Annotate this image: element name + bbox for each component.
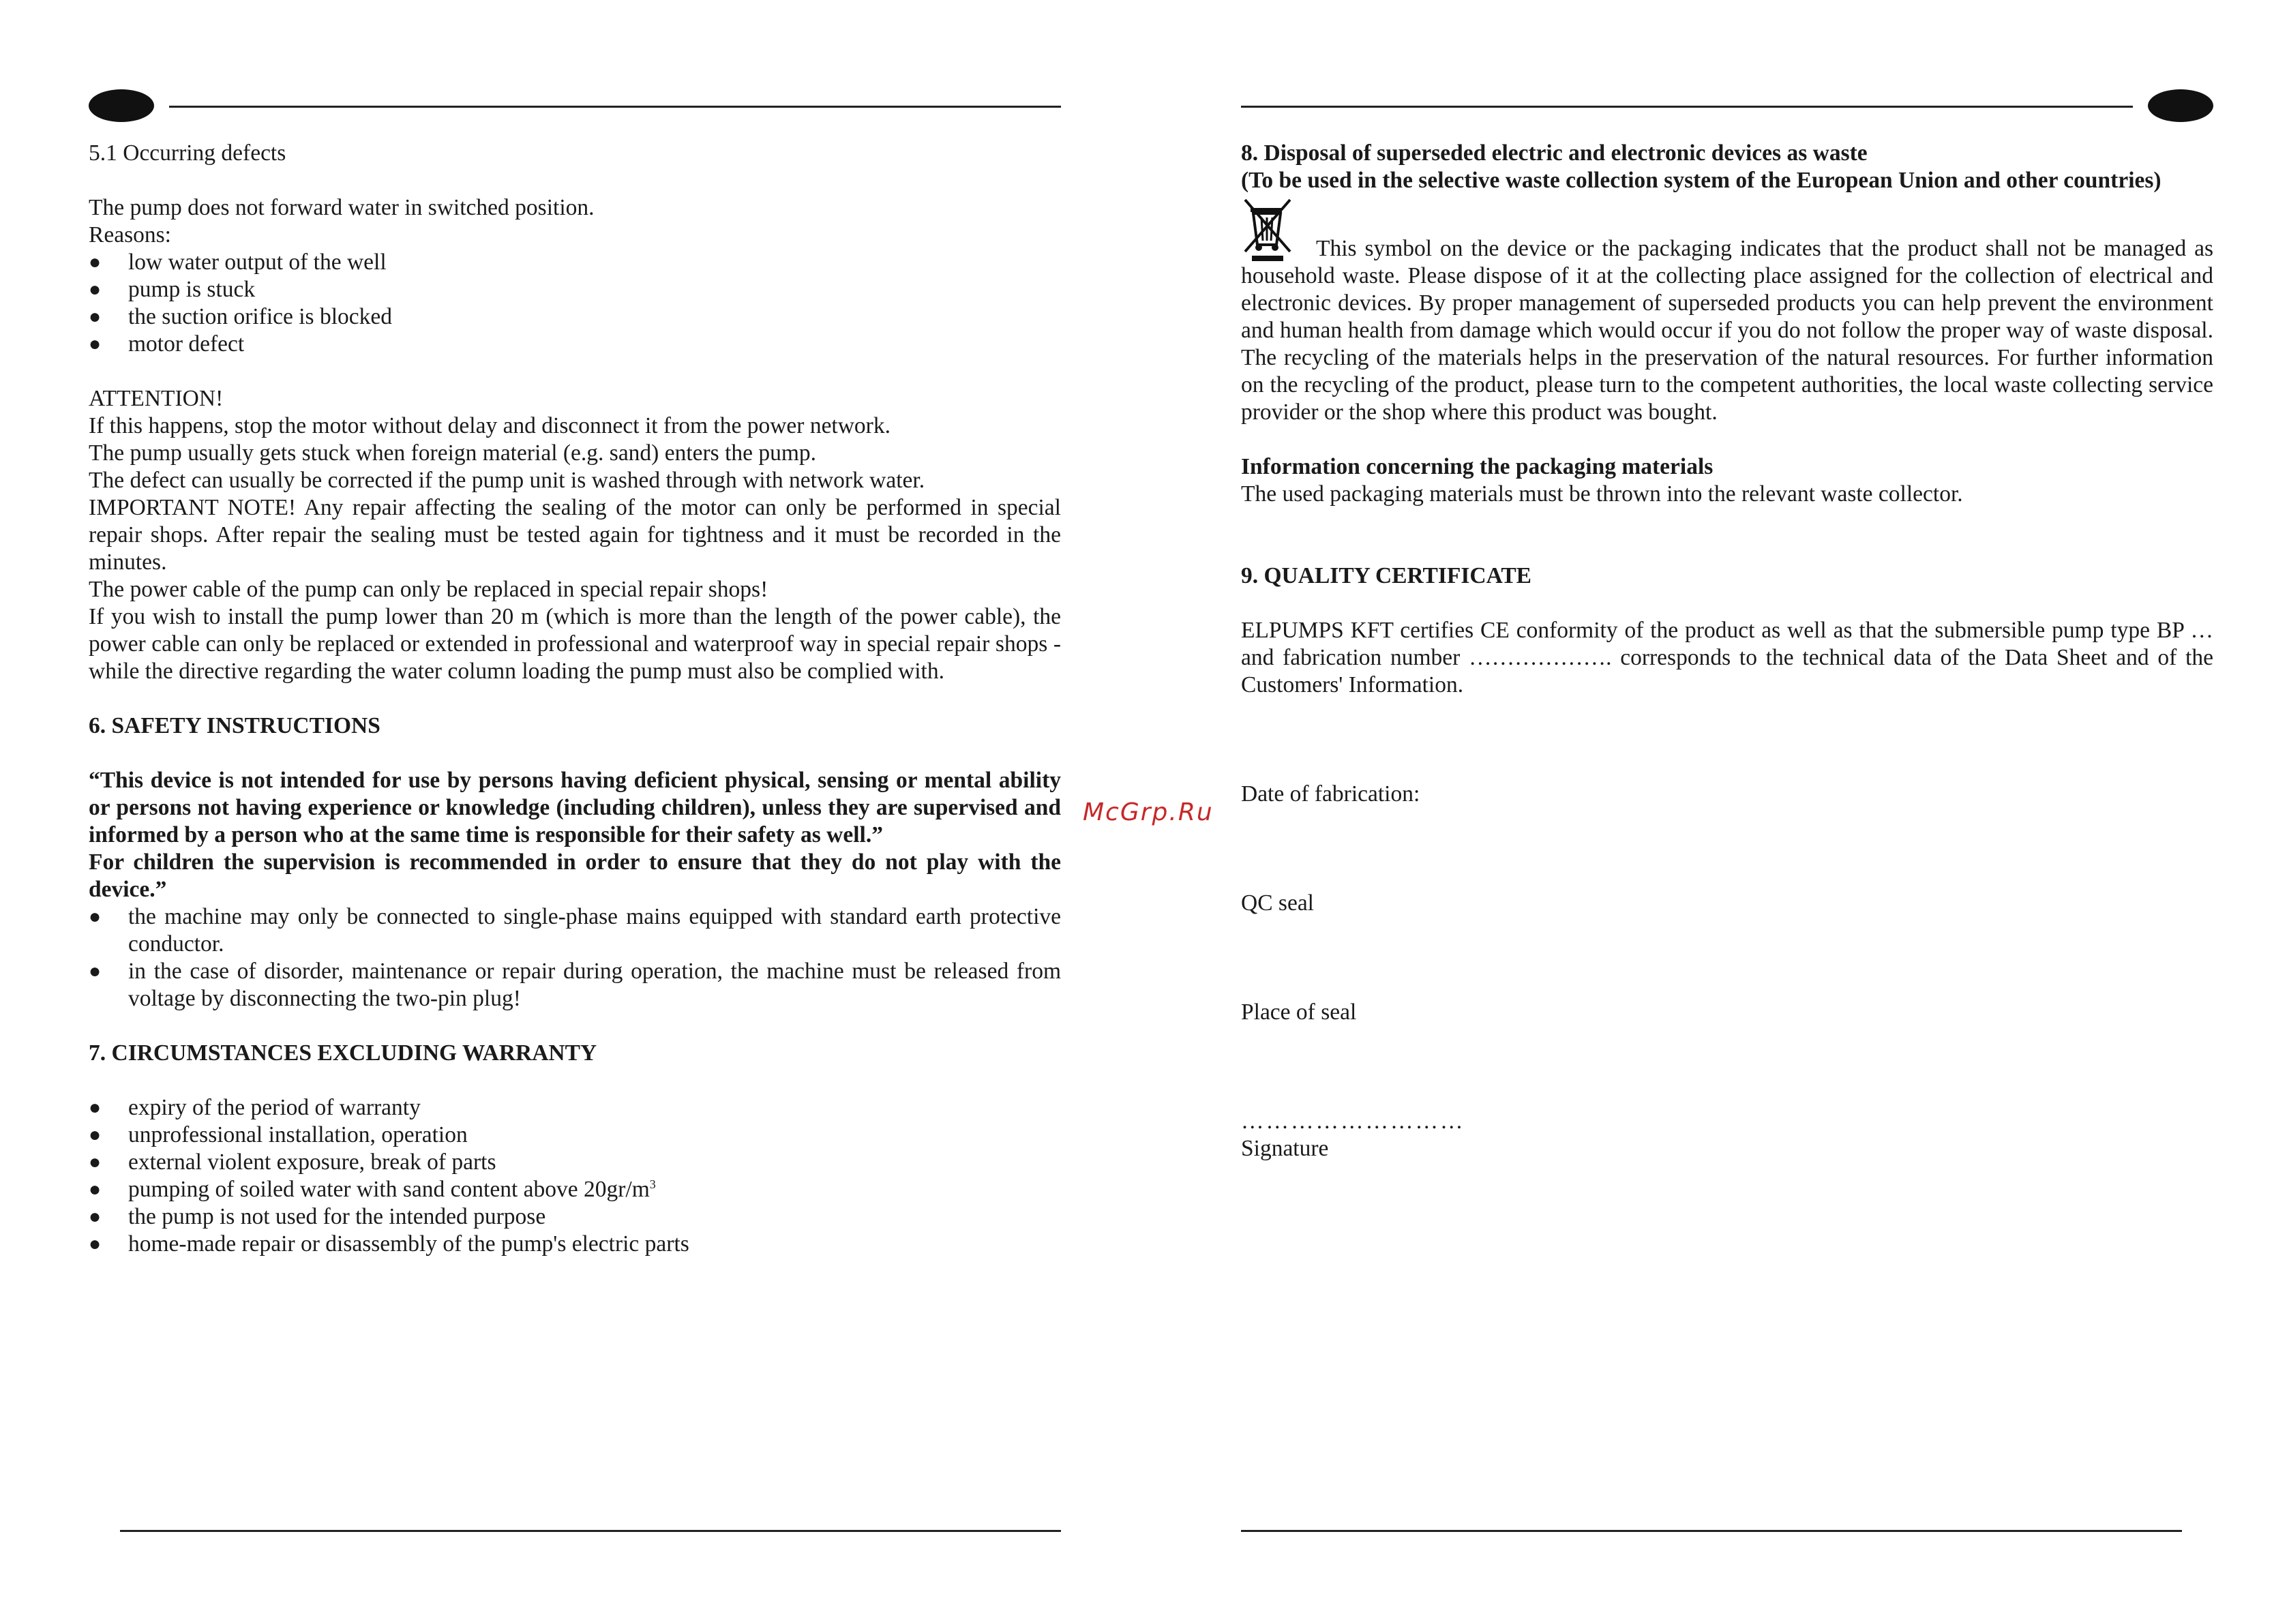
list-item: ● unprofessional installation, operation [89, 1122, 468, 1147]
section-5-1-title: 5.1 Occurring defects [89, 140, 286, 166]
section-7-title: 7. CIRCUMSTANCES EXCLUDING WARRANTY [89, 1040, 597, 1066]
safety-warning: “This device is not intended for use by persons having deficient physical, sensing or mental ability or persons not having experience or knowledge (including children), unless they are supervised and informed by a person who at the same time is responsible for their safety as well.” [89, 768, 1061, 847]
packaging-text: The used packaging materials must be thrown into the relevant waste collector. [1241, 481, 1963, 507]
attention-label: ATTENTION! [89, 386, 224, 411]
right-footer-rule [1241, 1530, 2182, 1532]
list-item: ● the machine may only be connected to single-phase mains equipped with standard earth protective conductor. [89, 904, 1061, 957]
packaging-title: Information concerning the packaging materials [1241, 454, 1714, 479]
left-footer-rule [120, 1530, 1061, 1532]
list-item: ● home-made repair or disassembly of the pump's electric parts [89, 1231, 689, 1257]
certificate-text: ELPUMPS KFT certifies CE conformity of the product as well as that the submersible pump type BP … and fabrication number ………………. corresponds to the technical data of the Data Sheet and of the Customers' Information. [1241, 618, 2213, 697]
section-8-title: 8. Disposal of superseded electric and electronic devices as waste [1241, 140, 1868, 166]
attention-line: The defect can usually be corrected if the pump unit is washed through with network water. [89, 468, 925, 493]
attention-line: If this happens, stop the motor without delay and disconnect it from the power network. [89, 413, 891, 438]
superscript: 3 [649, 1177, 656, 1191]
list-item: ● pump is stuck [89, 277, 256, 302]
attention-line: The power cable of the pump can only be replaced in special repair shops! [89, 577, 768, 602]
list-item: ● the suction orifice is blocked [89, 304, 393, 329]
left-page-marker [89, 89, 154, 122]
date-of-fabrication-label: Date of fabrication: [1241, 781, 1420, 807]
attention-line: If you wish to install the pump lower than 20 m (which is more than the length of the power cable), the power cable can only be replaced or extended in professional and waterproof way in special repair shops - while the directive regarding the water column loading the pump must also be complied with. [89, 604, 1061, 684]
section-6-title: 6. SAFETY INSTRUCTIONS [89, 713, 380, 738]
signature-label: Signature [1241, 1136, 1329, 1161]
right-page [1241, 140, 2213, 1162]
list-item: ● in the case of disorder, maintenance or repair during operation, the machine must be released from voltage by disconnecting the two-pin plug! [89, 959, 1061, 1011]
section-8-subtitle: (To be used in the selective waste collection system of the European Union and other countries) [1241, 168, 2161, 193]
list-item: ● pumping of soiled water with sand content above $20gr/m^3$ [89, 1177, 656, 1202]
list-item: ● the pump is not used for the intended purpose [89, 1204, 546, 1229]
disposal-text: This symbol on the device or the packaging indicates that the product shall not be managed as household waste. Please dispose of it at the collecting place assigned for the collection of electrical and electronic devices. By proper management of superseded products you can help prevent the environment and human health from damage which would occur if you do not follow the proper way of waste disposal. The recycling of the materials helps in the preservation of the natural resources. For further information on the recycling of the product, please turn to the competent authorities, the local waste collecting service provider or the shop where this product was bought. [1241, 236, 2213, 425]
list-item: ● expiry of the period of warranty [89, 1095, 421, 1120]
right-header-rule [1241, 106, 2133, 108]
place-of-seal-label: Place of seal [1241, 999, 1357, 1025]
list-item: ● motor defect [89, 331, 245, 357]
attention-line: The pump usually gets stuck when foreign material (e.g. sand) enters the pump. [89, 440, 817, 466]
list-item: ● low water output of the well [89, 250, 387, 275]
children-warning: For children the supervision is recommended in order to ensure that they do not play with the device.” [89, 849, 1061, 902]
left-page [89, 140, 1061, 1258]
section-9-title: 9. QUALITY CERTIFICATE [1241, 563, 1532, 588]
signature-line: ……………………… [1241, 1109, 1465, 1134]
list-item: ● external violent exposure, break of parts [89, 1149, 496, 1175]
watermark: McGrp.Ru [1083, 798, 1214, 826]
qc-seal-label: QC seal [1241, 890, 1314, 916]
right-page-marker [2148, 89, 2213, 122]
disposal-paragraph [1241, 197, 2213, 426]
crossed-out-wheelie-bin-icon [1241, 197, 1296, 262]
reasons-label: Reasons: [89, 222, 171, 247]
attention-line: IMPORTANT NOTE! Any repair affecting the sealing of the motor can only be performed in special repair shops. After repair the sealing must be tested again for tightness and it must be recorded in the minutes. [89, 495, 1061, 575]
left-header-rule [169, 106, 1061, 108]
no-water-text: The pump does not forward water in switched position. [89, 195, 595, 220]
